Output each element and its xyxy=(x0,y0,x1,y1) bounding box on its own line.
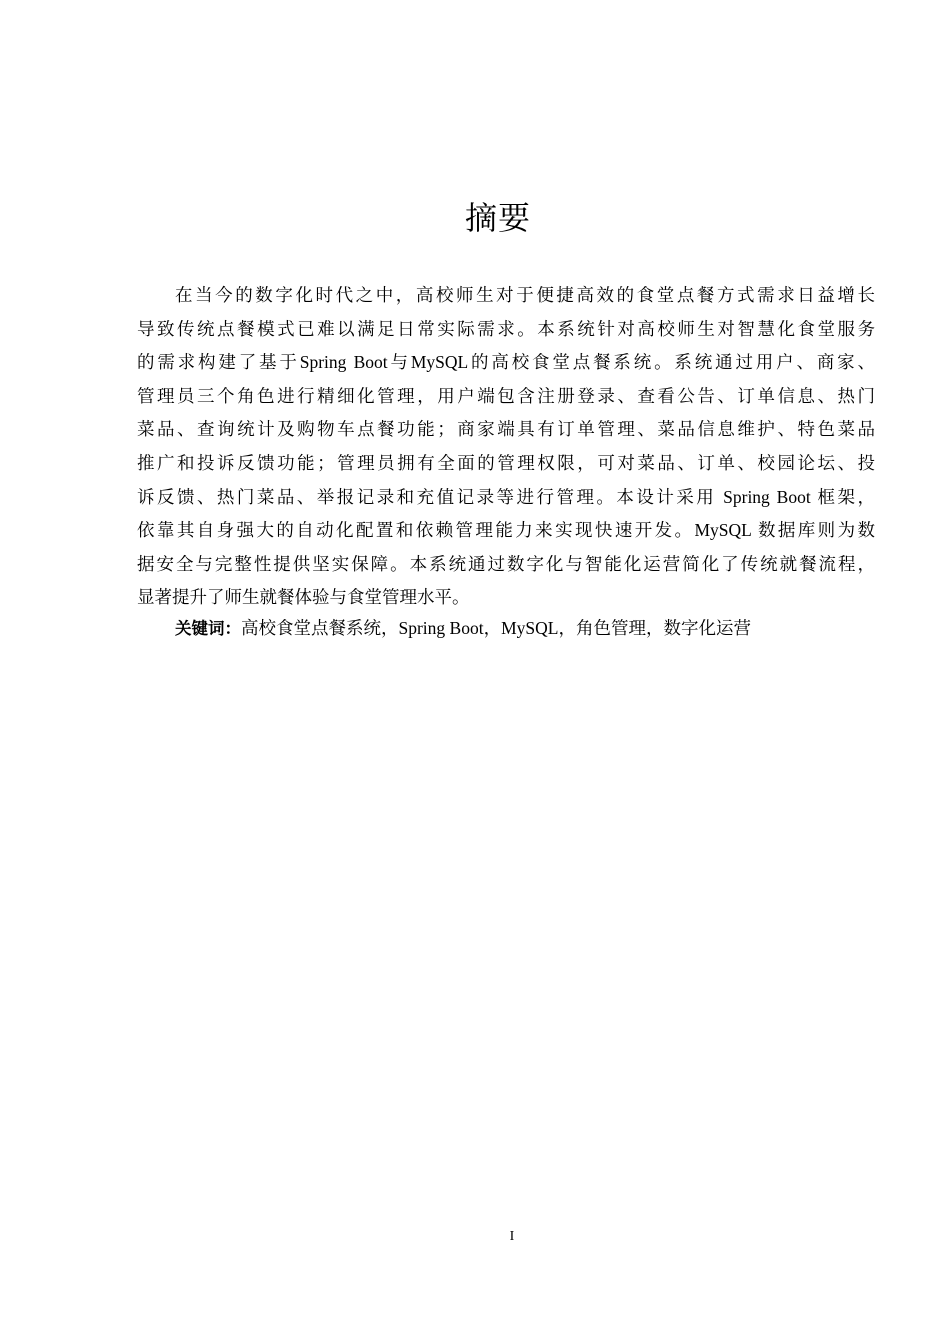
keywords-line xyxy=(175,612,751,646)
abstract-line: 显著提升了师生就餐体验与食堂管理水平。 xyxy=(137,587,470,608)
abstract-line: 依靠其自身强大的自动化配置和依赖管理能力来实现快速开发。MySQL 数据库则为数 xyxy=(137,520,875,541)
abstract-line: 据安全与完整性提供坚实保障。本系统通过数字化与智能化运营简化了传统就餐流程， xyxy=(137,553,875,574)
abstract-line: 管理员三个角色进行精细化管理，用户端包含注册登录、查看公告、订单信息、热门 xyxy=(137,385,875,406)
abstract-paragraph xyxy=(137,279,875,615)
keywords-text: 高校食堂点餐系统，Spring Boot，MySQL，角色管理，数字化运营 xyxy=(241,618,751,638)
abstract-line: 诉反馈、热门菜品、举报记录和充值记录等进行管理。本设计采用 Spring Boot 框架， xyxy=(137,486,875,507)
page-number: I xyxy=(509,1229,515,1244)
keywords-label: 关键词： xyxy=(175,619,241,638)
abstract-line: 导致传统点餐模式已难以满足日常实际需求。本系统针对高校师生对智慧化食堂服务 xyxy=(137,318,875,339)
abstract-line: 的需求构建了基于Spring Boot与MySQL的高校食堂点餐系统。系统通过用户、商家、 xyxy=(137,352,875,373)
abstract-line: 推广和投诉反馈功能；管理员拥有全面的管理权限，可对菜品、订单、校园论坛、投 xyxy=(137,452,875,473)
abstract-line: 菜品、查询统计及购物车点餐功能；商家端具有订单管理、菜品信息维护、特色菜品 xyxy=(137,419,875,440)
page-title: 摘要 xyxy=(464,199,531,237)
abstract-line: 在当今的数字化时代之中，高校师生对于便捷高效的食堂点餐方式需求日益增长 xyxy=(175,285,875,305)
